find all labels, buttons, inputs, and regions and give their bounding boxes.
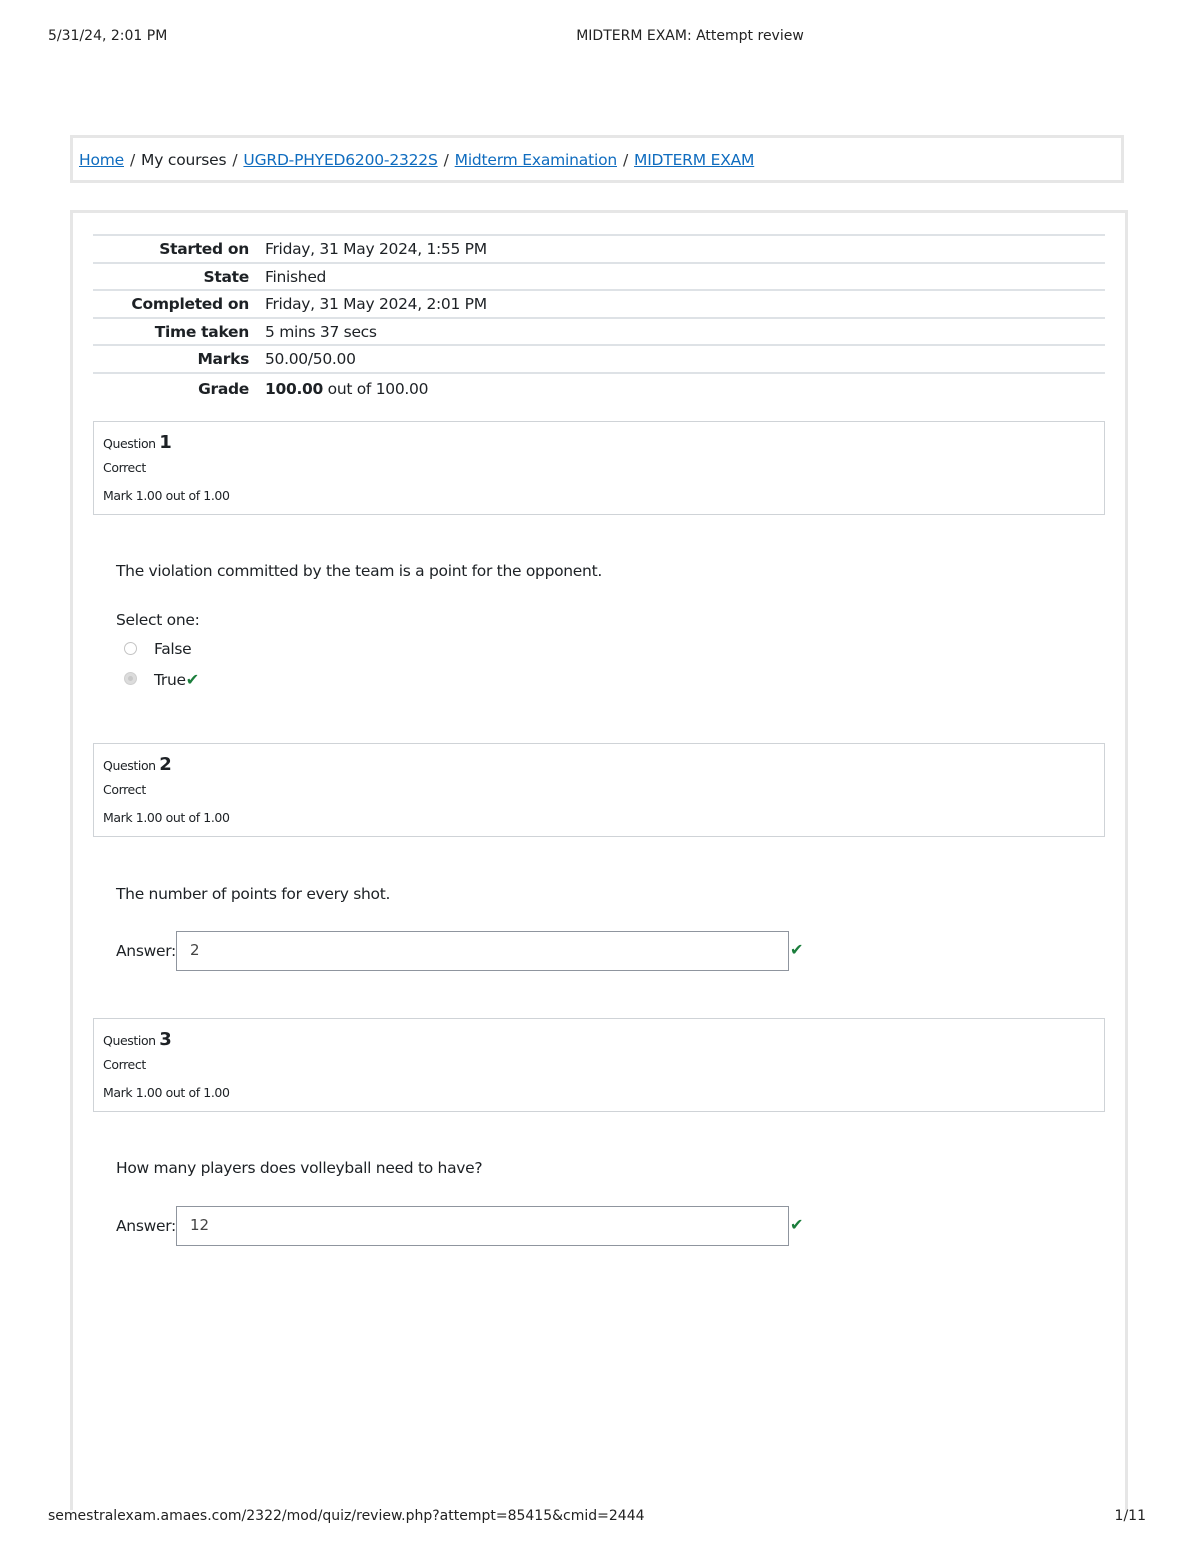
check-icon: ✔ xyxy=(185,670,199,689)
summary-row-completed-on xyxy=(93,289,1105,317)
breadcrumb-container xyxy=(70,135,1124,183)
breadcrumb-my-courses: My courses xyxy=(141,151,227,169)
print-datetime: 5/31/24, 2:01 PM xyxy=(48,28,168,44)
grade-score: 100.00 xyxy=(265,379,324,398)
question-info-box xyxy=(93,421,1105,515)
answer-label: Answer: xyxy=(116,1217,176,1235)
print-header xyxy=(0,28,1200,48)
question-number xyxy=(103,432,172,453)
question-number-value: 1 xyxy=(159,432,172,453)
question-mark: Mark 1.00 out of 1.00 xyxy=(103,1085,230,1100)
option-label xyxy=(154,670,199,689)
summary-label: Started on xyxy=(159,240,249,258)
summary-row-started-on xyxy=(93,234,1105,262)
breadcrumb xyxy=(79,151,754,169)
summary-value: 50.00/50.00 xyxy=(265,350,356,368)
question-info-box xyxy=(93,1018,1105,1112)
summary-label: State xyxy=(203,267,249,286)
breadcrumb-separator: / xyxy=(443,151,449,169)
radio-button[interactable] xyxy=(124,642,137,655)
summary-row-state xyxy=(93,262,1105,290)
breadcrumb-separator: / xyxy=(129,151,136,169)
summary-value: Finished xyxy=(265,267,327,286)
breadcrumb-quiz-link[interactable]: MIDTERM EXAM xyxy=(634,151,755,169)
summary-row-grade xyxy=(93,372,1105,402)
summary-row-time-taken xyxy=(93,317,1105,345)
answer-label: Answer: xyxy=(116,942,176,960)
answer-input[interactable]: 2 xyxy=(176,931,789,971)
option-label: False xyxy=(154,640,192,658)
breadcrumb-course-link[interactable]: UGRD-PHYED6200-2322S xyxy=(243,151,438,169)
question-prefix: Question xyxy=(103,436,156,451)
print-page-number: 1/11 xyxy=(1114,1508,1146,1524)
question-state: Correct xyxy=(103,460,146,475)
check-icon: ✔ xyxy=(790,940,804,959)
radio-button-selected[interactable] xyxy=(124,672,137,685)
summary-label: Time taken xyxy=(154,322,249,341)
summary-value: Friday, 31 May 2024, 1:55 PM xyxy=(265,240,487,258)
question-mark: Mark 1.00 out of 1.00 xyxy=(103,810,230,825)
question-number-value: 2 xyxy=(159,754,172,775)
question-prefix: Question xyxy=(103,758,156,773)
question-mark: Mark 1.00 out of 1.00 xyxy=(103,488,230,503)
breadcrumb-separator: / xyxy=(232,151,238,169)
summary-label: Grade xyxy=(198,379,249,398)
grade-suffix: out of 100.00 xyxy=(323,379,429,398)
question-text: The number of points for every shot. xyxy=(116,885,391,903)
question-info-box xyxy=(93,743,1105,837)
attempt-summary-table xyxy=(93,234,1105,402)
option-label-text: True xyxy=(154,671,186,689)
summary-value: Friday, 31 May 2024, 2:01 PM xyxy=(265,295,487,313)
question-number-value: 3 xyxy=(159,1029,172,1050)
question-state: Correct xyxy=(103,782,146,797)
print-url: semestralexam.amaes.com/2322/mod/quiz/review.php?attempt=85415&cmid=2444 xyxy=(48,1508,645,1524)
summary-row-marks xyxy=(93,344,1105,372)
summary-value xyxy=(265,380,428,398)
breadcrumb-section-link[interactable]: Midterm Examination xyxy=(454,151,617,169)
main-region xyxy=(70,210,1128,1510)
summary-value: 5 mins 37 secs xyxy=(265,322,377,341)
question-number xyxy=(103,754,172,775)
summary-label: Completed on xyxy=(131,295,249,313)
select-one-label: Select one: xyxy=(116,611,200,629)
question-text: How many players does volleyball need to have? xyxy=(116,1159,483,1177)
question-state: Correct xyxy=(103,1057,146,1072)
answer-input[interactable]: 12 xyxy=(176,1206,789,1246)
print-title: MIDTERM EXAM: Attempt review xyxy=(576,28,804,44)
summary-label: Marks xyxy=(197,350,249,368)
question-prefix: Question xyxy=(103,1033,156,1048)
print-footer xyxy=(0,1508,1200,1528)
check-icon: ✔ xyxy=(790,1215,804,1234)
breadcrumb-separator: / xyxy=(622,151,629,169)
question-number xyxy=(103,1029,172,1050)
breadcrumb-home-link[interactable]: Home xyxy=(79,151,124,169)
question-text: The violation committed by the team is a point for the opponent. xyxy=(116,562,602,580)
